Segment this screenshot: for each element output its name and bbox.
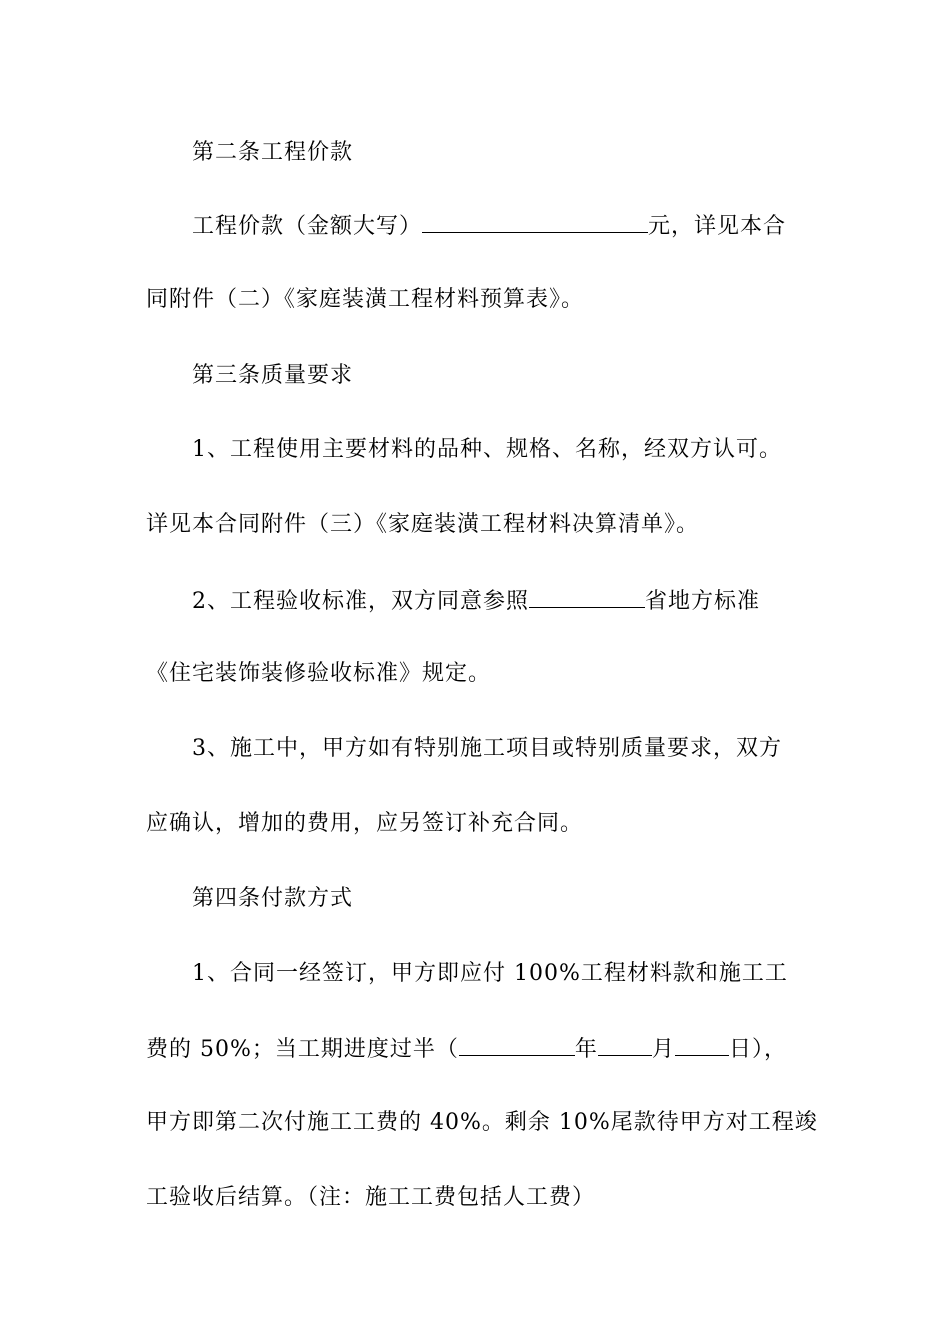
payment-item-1-text: 1、合同一经签订，甲方即应付 100%工程材料款和施工工	[192, 961, 788, 986]
article-4-heading	[146, 884, 806, 914]
price-line	[146, 210, 806, 240]
price-line-cont-text: 同附件（二）《家庭装潢工程材料预算表》。	[146, 287, 585, 312]
quality-item-1-text: 1、工程使用主要材料的品种、规格、名称，经双方认可。	[192, 437, 782, 462]
year-label: 年	[574, 1037, 598, 1062]
quality-item-1	[146, 435, 806, 465]
quality-item-1-cont	[146, 510, 806, 540]
payment-date-line	[146, 1033, 806, 1063]
payment-item-1-end	[146, 1183, 806, 1213]
quality-item-2-cont	[146, 659, 806, 689]
article-4-heading-text: 第四条付款方式	[192, 886, 354, 911]
year-blank[interactable]	[459, 1033, 575, 1056]
quality-item-2-cont-text: 《住宅装饰装修验收标准》规定。	[146, 661, 492, 686]
article-2-heading	[146, 138, 806, 168]
quality-item-2-suffix: 省地方标准	[645, 589, 761, 614]
payment-date-prefix: 费的 50%；当工期进度过半（	[146, 1037, 459, 1062]
price-suffix: 元，详见本合	[648, 214, 787, 239]
quality-item-3	[146, 734, 806, 764]
province-blank[interactable]	[529, 585, 645, 608]
payment-item-1-end-text: 工验收后结算。（注：施工工费包括人工费）	[146, 1185, 596, 1210]
amount-blank[interactable]	[422, 210, 648, 233]
article-2-heading-text: 第二条工程价款	[192, 140, 354, 165]
month-blank[interactable]	[598, 1033, 652, 1056]
quality-item-3-text: 3、施工中，甲方如有特别施工项目或特别质量要求，双方	[192, 736, 782, 761]
price-line-cont	[146, 285, 806, 315]
quality-item-3-cont	[146, 809, 806, 839]
day-label: 日），	[728, 1037, 787, 1062]
day-blank[interactable]	[675, 1033, 729, 1056]
payment-item-1-cont	[146, 1108, 818, 1138]
quality-item-2	[146, 585, 806, 615]
quality-item-1-cont-text: 详见本合同附件（三）《家庭装潢工程材料决算清单》。	[146, 512, 700, 537]
price-label: 工程价款（金额大写）	[192, 214, 423, 239]
payment-item-1-cont-text: 甲方即第二次付施工工费的 40%。剩余 10%尾款待甲方对工程竣	[146, 1110, 818, 1135]
payment-item-1	[146, 959, 806, 989]
quality-item-2-text: 2、工程验收标准，双方同意参照	[192, 589, 529, 614]
month-label: 月	[651, 1037, 675, 1062]
quality-item-3-cont-text: 应确认，增加的费用，应另签订补充合同。	[146, 811, 584, 836]
article-3-heading-text: 第三条质量要求	[192, 363, 354, 388]
article-3-heading	[146, 361, 806, 391]
